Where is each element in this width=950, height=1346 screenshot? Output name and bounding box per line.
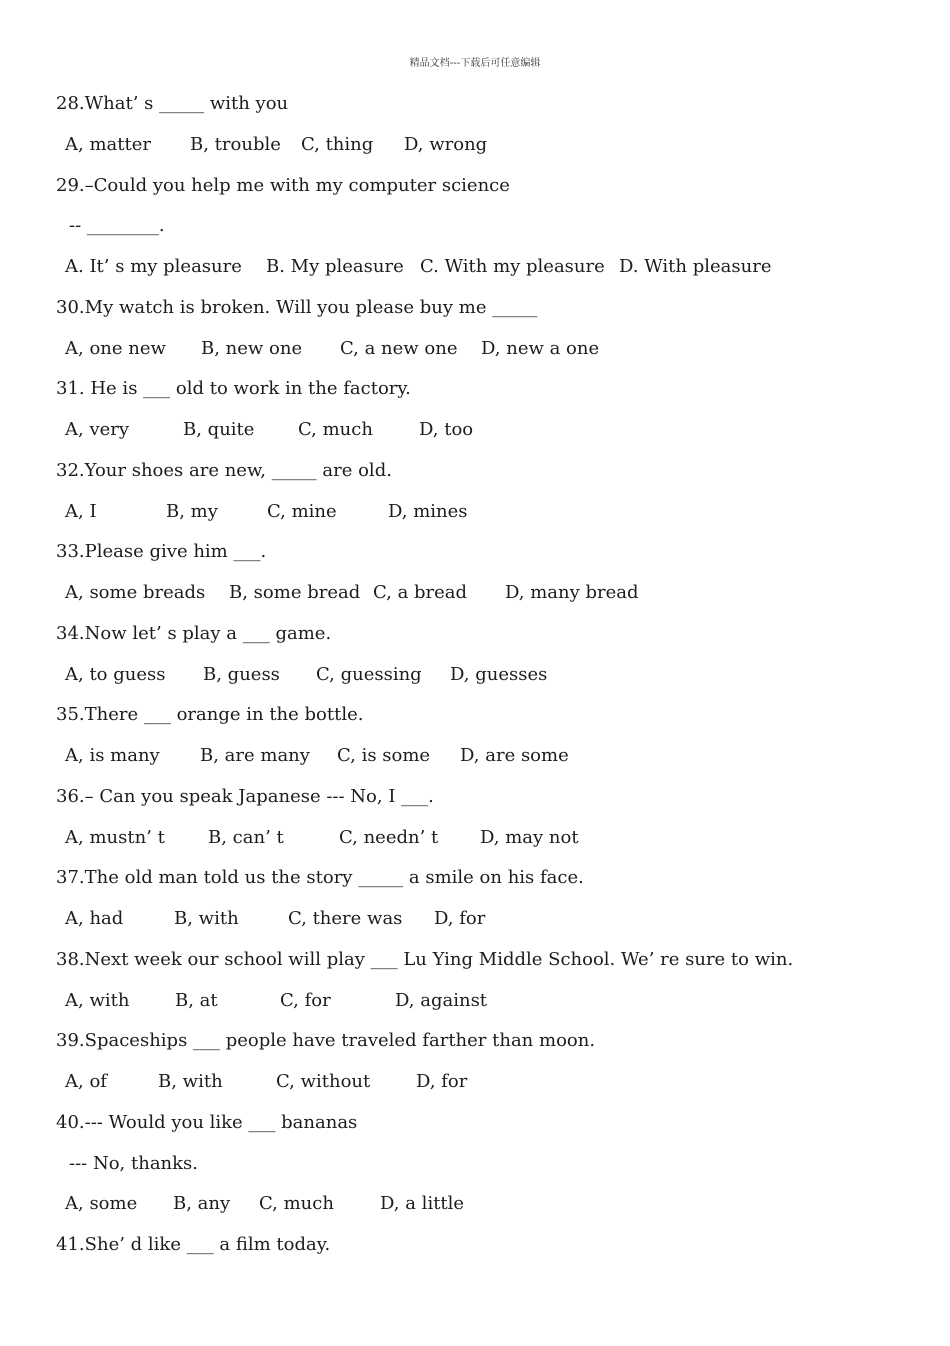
question-30 xyxy=(56,288,936,329)
question-text: The old man told us the story _____ a smile on his face. xyxy=(84,867,584,889)
question-39 xyxy=(56,1021,936,1062)
option-d: D, too xyxy=(419,419,474,440)
options-30 xyxy=(56,329,936,370)
option-b: B, any xyxy=(173,1193,231,1215)
option-a: A, some xyxy=(65,1193,138,1215)
option-b: B, are many xyxy=(200,745,310,766)
option-c: C, a new one xyxy=(340,337,458,359)
option-a: A, I xyxy=(65,500,97,522)
option-b: B, can’ t xyxy=(208,826,284,848)
option-c: C, guessing xyxy=(316,663,422,685)
question-text: There ___ orange in the bottle. xyxy=(84,704,364,726)
question-text: --- Would you like ___ bananas xyxy=(84,1111,358,1133)
question-number: 29. xyxy=(56,174,85,196)
option-c: C, a bread xyxy=(373,582,468,603)
question-number: 34. xyxy=(56,622,85,644)
option-b: B, quite xyxy=(183,419,255,440)
option-d: D, may not xyxy=(480,826,579,848)
option-b: B, trouble xyxy=(190,133,281,155)
options-39 xyxy=(56,1062,936,1103)
option-a: A, to guess xyxy=(65,663,166,685)
question-text: Please give him ___. xyxy=(84,541,267,563)
question-29 xyxy=(56,166,936,207)
question-31 xyxy=(56,369,936,410)
question-number: 37. xyxy=(56,867,85,889)
option-d: D, wrong xyxy=(404,133,488,155)
options-38 xyxy=(56,981,936,1022)
option-c: C, much xyxy=(298,419,373,440)
option-c: C, for xyxy=(280,989,331,1011)
options-31 xyxy=(56,410,936,451)
option-a: A, very xyxy=(65,419,130,440)
question-36 xyxy=(56,777,936,818)
option-d: D, are some xyxy=(460,745,569,766)
question-text: Spaceships ___ people have traveled farther than moon. xyxy=(84,1030,596,1052)
options-35 xyxy=(56,736,936,777)
option-b: B, new one xyxy=(201,337,303,359)
question-40 xyxy=(56,1103,936,1144)
option-b: B, with xyxy=(174,908,239,929)
question-38 xyxy=(56,940,936,981)
option-a: A, mustn’ t xyxy=(65,826,165,848)
options-40 xyxy=(56,1184,936,1225)
question-number: 40. xyxy=(56,1111,85,1133)
option-d: D, new a one xyxy=(481,337,600,359)
option-d: D, for xyxy=(416,1071,468,1092)
question-list xyxy=(56,84,936,1266)
question-number: 35. xyxy=(56,704,85,726)
option-c: C, is some xyxy=(337,745,431,766)
question-number: 32. xyxy=(56,459,85,481)
option-c: C, mine xyxy=(267,500,337,522)
option-d: D. With pleasure xyxy=(619,256,772,277)
question-number: 41. xyxy=(56,1234,85,1255)
options-37 xyxy=(56,899,936,940)
page-header: 精品文档---下载后可任意编辑 xyxy=(409,58,541,69)
options-34 xyxy=(56,655,936,696)
reply-29: -- ________. xyxy=(69,215,165,237)
question-number: 31. xyxy=(56,378,85,400)
option-c: C, there was xyxy=(288,908,403,929)
option-c: C. With my pleasure xyxy=(420,256,605,277)
option-b: B, some bread xyxy=(229,582,361,603)
options-36 xyxy=(56,818,936,859)
option-c: C, thing xyxy=(301,133,374,155)
question-number: 30. xyxy=(56,296,85,318)
options-33 xyxy=(56,573,936,614)
option-b: B, my xyxy=(166,500,218,522)
option-d: D, a little xyxy=(380,1193,465,1215)
question-34 xyxy=(56,614,936,655)
question-number: 38. xyxy=(56,948,85,970)
question-41 xyxy=(56,1225,936,1266)
option-c: C, without xyxy=(276,1071,371,1092)
question-text: He is ___ old to work in the factory. xyxy=(84,378,411,400)
options-32 xyxy=(56,492,936,533)
option-d: D, against xyxy=(395,989,488,1011)
option-a: A, is many xyxy=(65,745,160,766)
option-a: A. It’ s my pleasure xyxy=(65,256,242,277)
question-28 xyxy=(56,84,936,125)
question-text: – Can you speak Japanese --- No, I ___. xyxy=(84,785,434,807)
question-37 xyxy=(56,858,936,899)
options-28 xyxy=(56,125,936,166)
option-a: A, had xyxy=(65,908,124,929)
question-number: 28. xyxy=(56,93,85,114)
option-b: B, with xyxy=(158,1071,223,1092)
question-text: –Could you help me with my computer science xyxy=(84,174,510,196)
question-number: 33. xyxy=(56,541,85,563)
option-a: A, of xyxy=(65,1071,107,1092)
question-number: 39. xyxy=(56,1030,85,1052)
question-text: My watch is broken. Will you please buy me _____ xyxy=(84,296,538,318)
option-d: D, mines xyxy=(388,500,468,522)
question-35 xyxy=(56,695,936,736)
options-29 xyxy=(56,247,936,288)
option-a: A, some breads xyxy=(65,582,206,603)
option-c: C, needn’ t xyxy=(339,826,439,848)
reply-40: --- No, thanks. xyxy=(69,1152,199,1174)
option-d: D, guesses xyxy=(450,663,548,685)
question-text: Now let’ s play a ___ game. xyxy=(84,622,332,644)
question-text: Your shoes are new, _____ are old. xyxy=(84,459,392,481)
option-b: B. My pleasure xyxy=(266,256,404,277)
question-number: 36. xyxy=(56,785,85,807)
question-text: Next week our school will play ___ Lu Ying Middle School. We’ re sure to win. xyxy=(84,948,794,970)
option-b: B, guess xyxy=(203,663,280,685)
question-32 xyxy=(56,451,936,492)
question-text: She’ d like ___ a film today. xyxy=(84,1234,331,1255)
option-a: A, matter xyxy=(65,133,151,155)
option-b: B, at xyxy=(175,989,218,1011)
option-d: D, for xyxy=(434,908,486,929)
option-a: A, one new xyxy=(65,337,166,359)
question-33 xyxy=(56,532,936,573)
option-a: A, with xyxy=(65,989,130,1011)
option-c: C, much xyxy=(259,1193,334,1215)
option-d: D, many bread xyxy=(505,582,639,603)
question-text: What’ s _____ with you xyxy=(84,93,289,114)
